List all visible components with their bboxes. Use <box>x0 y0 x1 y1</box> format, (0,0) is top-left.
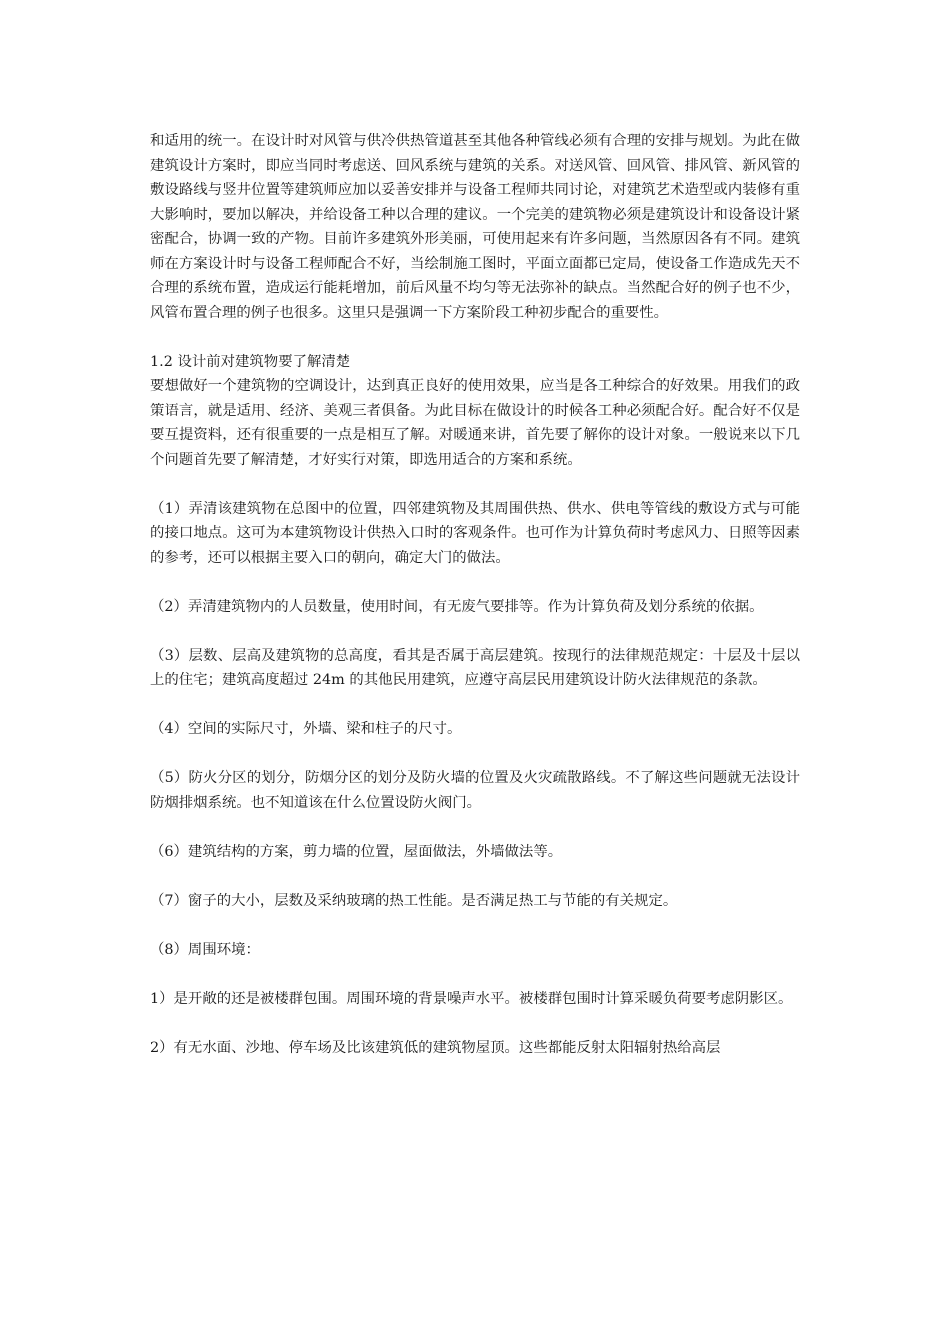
list-item-4: （4）空间的实际尺寸，外墙、梁和柱子的尺寸。 <box>150 721 462 737</box>
list-item-8: （8）周围环境： <box>150 941 260 958</box>
list-item-3: （3）层数、层高及建筑物的总高度，看其是否属于高层建筑。按现行的法律规范规定：十层及十层以上的住宅；建筑高度超过 24m 的其他民用建筑，应遵守高层民用建筑设计防火法律规范的条款。 <box>150 647 800 688</box>
list-item-6: （6）建筑结构的方案，剪力墙的位置，屋面做法，外墙做法等。 <box>150 843 563 860</box>
paragraph-gap <box>150 325 800 350</box>
paragraph-gap <box>150 693 800 718</box>
intro-paragraph: 和适用的统一。在设计时对风管与供冷供热管道甚至其他各种管线必须有合理的安排与规划。为此在做建筑设计方案时，即应当同时考虑送、回风系统与建筑的关系。对送风管、回风管、排风管、新风管的敷设路线与竖井位置等建筑师应加以妥善安排并与设备工程师共同讨论，对建筑艺术造型或内装修有重大影响时，要加以解决，并给设备工种以合理的建议。一个完美的建筑物必须是建筑设计和设备设计紧密配合，协调一致的产物。目前许多建筑外形美丽，可使用起来有许多问题，当然原因各有不同。建筑师在方案设计时与设备工程师配合不好，当绘制施工图时，平面立面都已定局，使设备工作造成先天不合理的系统布置，造成运行能耗增加，前后风量不均匀等无法弥补的缺点。当然配合好的例子也不少，风管布置合理的例子也很多。这里只是强调一下方案阶段工种初步配合的重要性。 <box>150 133 800 321</box>
paragraph-gap <box>150 864 800 889</box>
section-heading: 1.2 设计前对建筑物要了解清楚 <box>150 353 351 370</box>
document-page <box>150 129 800 1060</box>
paragraph-gap <box>150 742 800 767</box>
paragraph-gap <box>150 913 800 938</box>
sub-item-1: 1）是开敞的还是被楼群包围。周围环境的背景噪声水平。被楼群包围时计算采暖负荷要考虑阴影区。 <box>150 990 793 1007</box>
paragraph-gap <box>150 962 800 987</box>
list-item-5: （5）防火分区的划分，防烟分区的划分及防火墙的位置及火灾疏散路线。不了解这些问题就无法设计防烟排烟系统。也不知道该在什么位置设防火阀门。 <box>150 770 800 811</box>
list-item-7: （7）窗子的大小，层数及采纳玻璃的热工性能。是否满足热工与节能的有关规定。 <box>150 892 678 909</box>
paragraph-gap <box>150 619 800 644</box>
paragraph-gap <box>150 1011 800 1036</box>
paragraph-gap <box>150 815 800 840</box>
section-intro-paragraph: 要想做好一个建筑物的空调设计，达到真正良好的使用效果，应当是各工种综合的好效果。用我们的政策语言，就是适用、经济、美观三者俱备。为此目标在做设计的时候各工种必须配合好。配合好不仅是要互提资料，还有很重要的一点是相互了解。对暖通来讲，首先要了解你的设计对象。一般说来以下几个问题首先要了解清楚，才好实行对策，即选用适合的方案和系统。 <box>150 378 800 468</box>
paragraph-gap <box>150 472 800 497</box>
paragraph-gap <box>150 570 800 595</box>
list-item-1: （1）弄清该建筑物在总图中的位置，四邻建筑物及其周围供热、供水、供电等管线的敷设方式与可能的接口地点。这可为本建筑物设计供热入口时的客观条件。也可作为计算负荷时考虑风力、日照等因素的参考，还可以根据主要入口的朝向，确定大门的做法。 <box>150 500 800 566</box>
list-item-2: （2）弄清建筑物内的人员数量，使用时间，有无废气要排等。作为计算负荷及划分系统的依据。 <box>150 598 764 615</box>
sub-item-2: 2）有无水面、沙地、停车场及比该建筑低的建筑物屋顶。这些都能反射太阳辐射热给高层 <box>150 1039 721 1056</box>
